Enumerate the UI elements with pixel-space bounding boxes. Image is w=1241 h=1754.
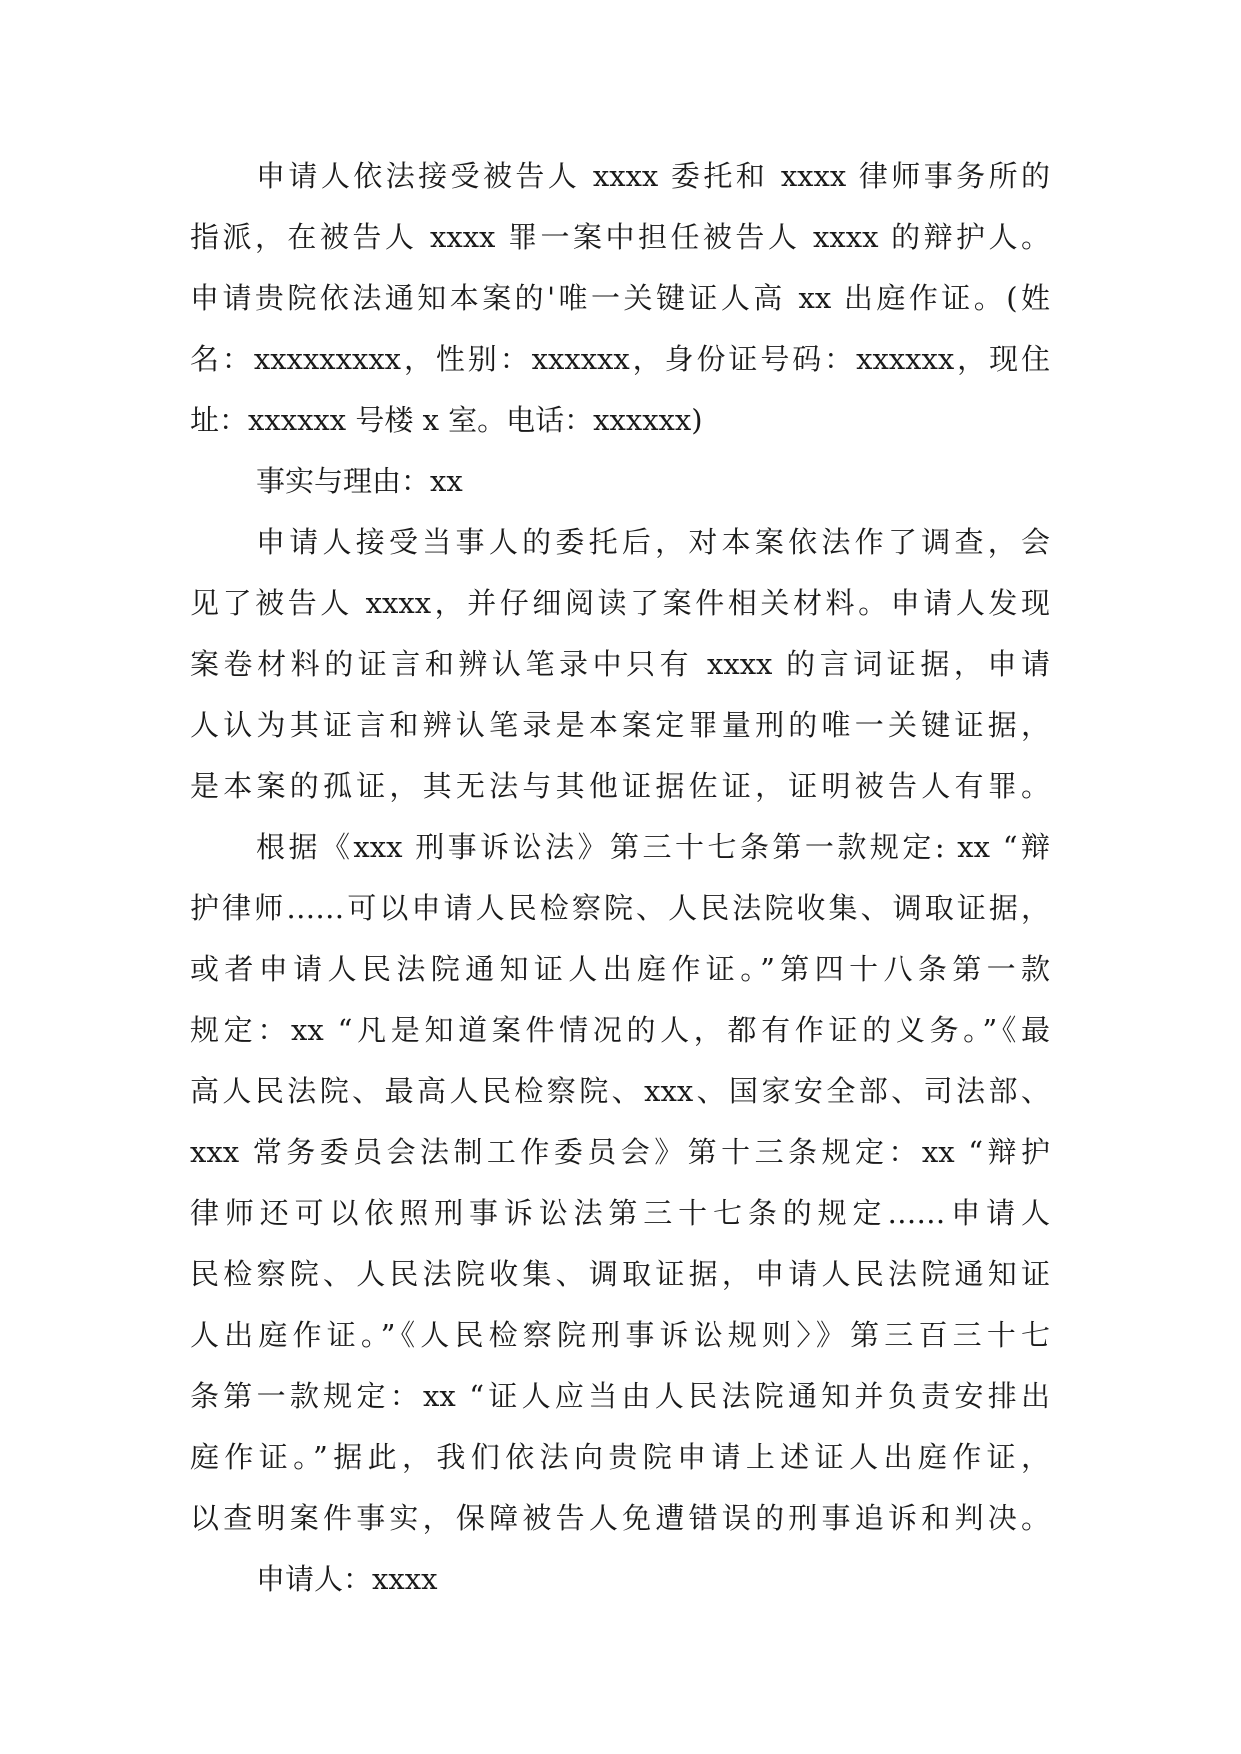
text-line: 高人民法院、最高人民检察院、xxx、国家安全部、司法部、 [190, 1074, 1050, 1108]
text-line: 以查明案件事实，保障被告人免遭错误的刑事追诉和判决。 [190, 1501, 1050, 1535]
text-line: 护律师……可以申请人民检察院、人民法院收集、调取证据， [190, 891, 1050, 925]
text-line: 规定：xx “凡是知道案件情况的人，都有作证的义务。”《最 [190, 1013, 1050, 1047]
text-line: 案卷材料的证言和辨认笔录中只有 xxxx 的言词证据，申请 [190, 647, 1050, 681]
signature-line: 申请人：xxxx [256, 1562, 438, 1596]
text-line: 见了被告人 xxxx，并仔细阅读了案件相关材料。申请人发现 [190, 586, 1050, 620]
text-line: 律师还可以依照刑事诉讼法第三十七条的规定……申请人 [190, 1196, 1050, 1230]
text-line: 址：xxxxxx 号楼 x 室。电话：xxxxxx) [190, 403, 703, 437]
text-line: xxx 常务委员会法制工作委员会》第十三条规定：xx “辩护 [190, 1135, 1050, 1169]
text-line: 名：xxxxxxxxx，性别：xxxxxx，身份证号码：xxxxxx，现住 [190, 342, 1050, 376]
text-line: 申请人依法接受被告人 xxxx 委托和 xxxx 律师事务所的 [256, 159, 1050, 193]
text-line: 申请人接受当事人的委托后，对本案依法作了调查，会 [256, 525, 1050, 559]
text-line: 根据《xxx 刑事诉讼法》第三十七条第一款规定: xx “辩 [256, 830, 1050, 864]
text-line: 人认为其证言和辨认笔录是本案定罪量刑的唯一关键证据， [190, 708, 1050, 742]
text-line: 或者申请人民法院通知证人出庭作证。”第四十八条第一款 [190, 952, 1050, 986]
document-body [190, 146, 1050, 1610]
text-line: 指派，在被告人 xxxx 罪一案中担任被告人 xxxx 的辩护人。 [190, 220, 1050, 254]
text-line: 是本案的孤证，其无法与其他证据佐证，证明被告人有罪。 [190, 769, 1050, 803]
text-line: 庭作证。”据此，我们依法向贵院申请上述证人出庭作证， [190, 1440, 1050, 1474]
text-line: 民检察院、人民法院收集、调取证据，申请人民法院通知证 [190, 1257, 1050, 1291]
text-line: 申请贵院依法通知本案的'唯一关键证人高 xx 出庭作证。(姓 [190, 281, 1050, 315]
section-heading: 事实与理由：xx [256, 464, 463, 498]
text-line: 条第一款规定：xx “证人应当由人民法院通知并负责安排出 [190, 1379, 1050, 1413]
text-line: 人出庭作证。”《人民检察院刑事诉讼规则〉》第三百三十七 [190, 1318, 1050, 1352]
